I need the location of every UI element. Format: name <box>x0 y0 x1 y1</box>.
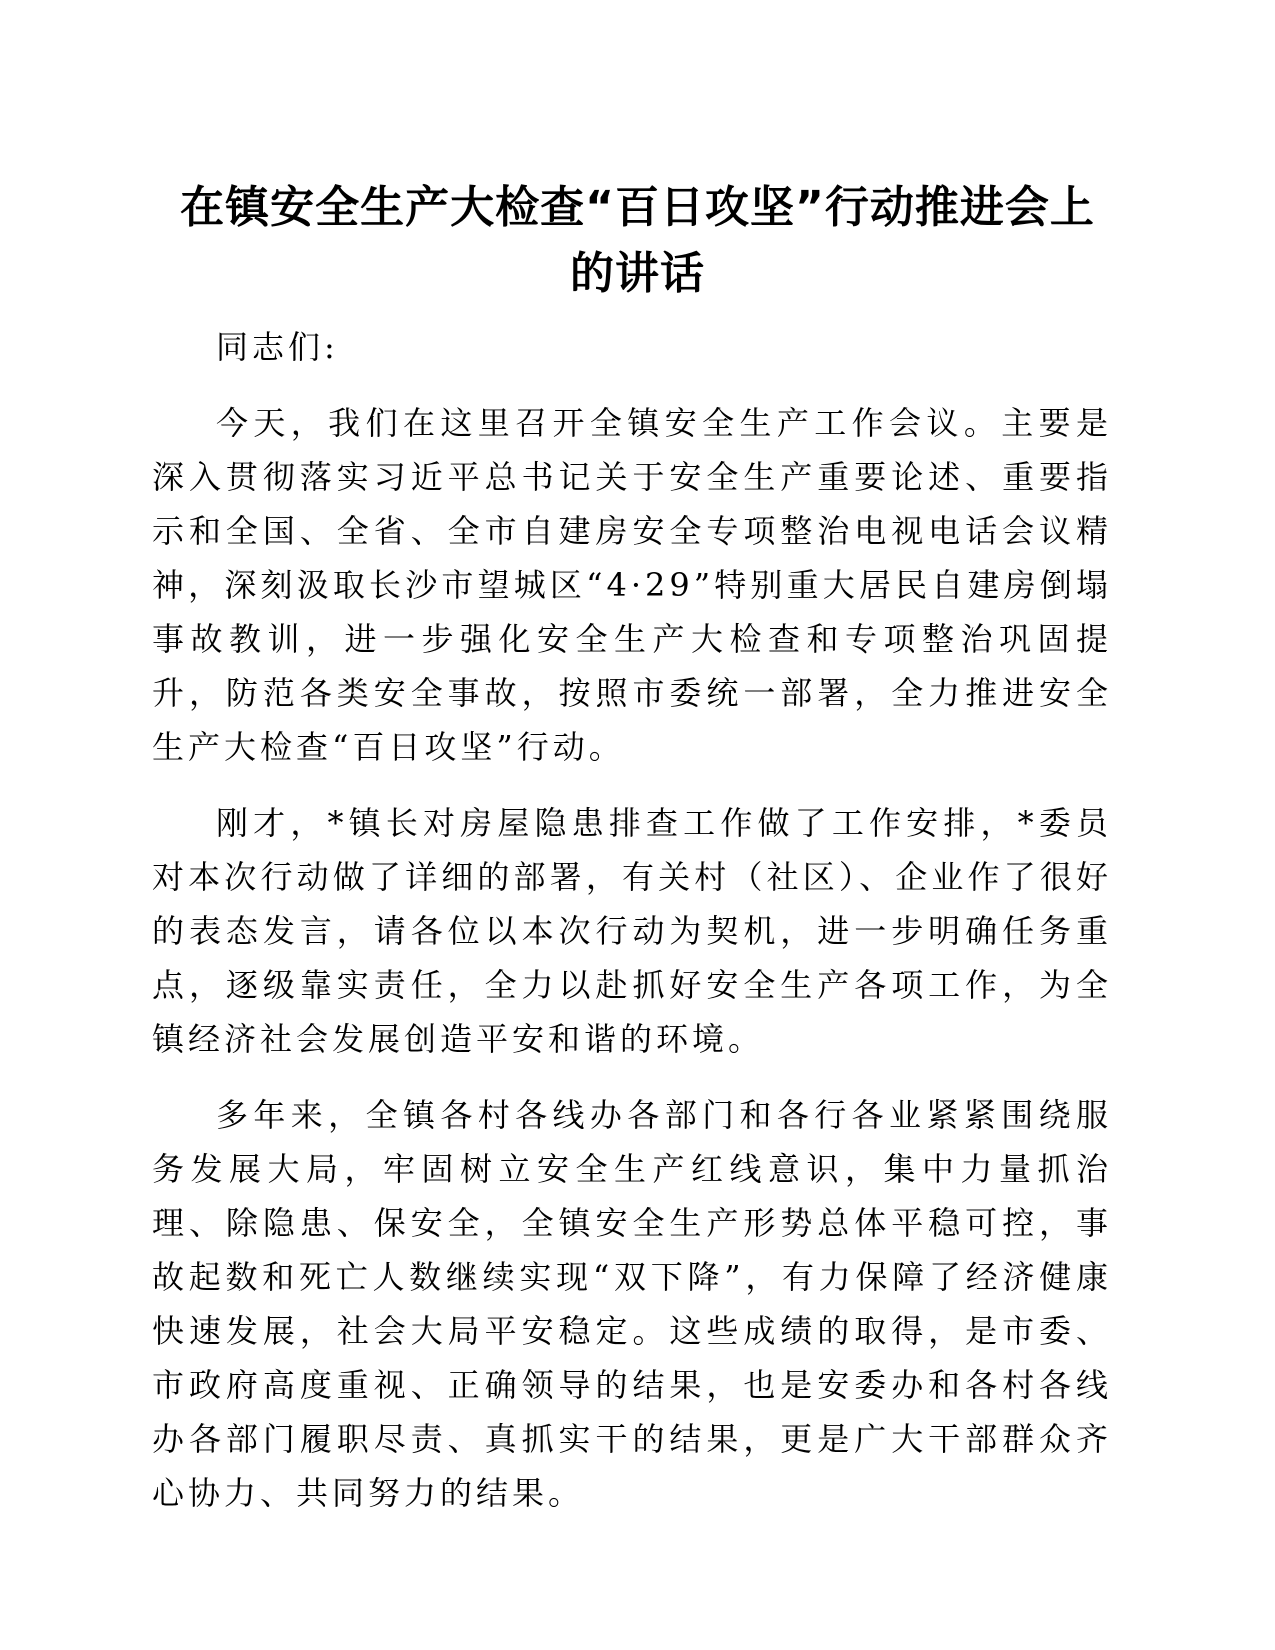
paragraph-1: 今天，我们在这里召开全镇安全生产工作会议。主要是深入贯彻落实习近平总书记关于安全生产重要论述、重要指示和全国、全省、全市自建房安全专项整治电视电话会议精神，深刻汲取长沙市望城区“4·29”特别重大居民自建房倒塌事故教训，进一步强化安全生产大检查和专项整治巩固提升，防范各类安全事故，按照市委统一部署，全力推进安全生产大检查“百日攻坚”行动。 <box>152 404 1112 766</box>
title-line-2: 的讲话 <box>570 248 705 299</box>
document-body <box>152 320 1112 1542</box>
document-title <box>140 175 1135 307</box>
salutation: 同志们: <box>216 328 339 366</box>
paragraph-3: 多年来，全镇各村各线办各部门和各行各业紧紧围绕服务发展大局，牢固树立安全生产红线意识，集中力量抓治理、除隐患、保安全，全镇安全生产形势总体平稳可控，事故起数和死亡人数继续实现“双下降”，有力保障了经济健康快速发展，社会大局平安稳定。这些成绩的取得，是市委、市政府高度重视、正确领导的结果，也是安委办和各村各线办各部门履职尽责、真抓实干的结果，更是广大干部群众齐心协力、共同努力的结果。 <box>152 1096 1112 1512</box>
paragraph-2: 刚才，*镇长对房屋隐患排查工作做了工作安排，*委员对本次行动做了详细的部署，有关村（社区）、企业作了很好的表态发言，请各位以本次行动为契机，进一步明确任务重点，逐级靠实责任，全力以赴抓好安全生产各项工作，为全镇经济社会发展创造平安和谐的环境。 <box>152 804 1112 1058</box>
title-line-1: 在镇安全生产大检查“百日攻坚”行动推进会上 <box>180 182 1095 233</box>
